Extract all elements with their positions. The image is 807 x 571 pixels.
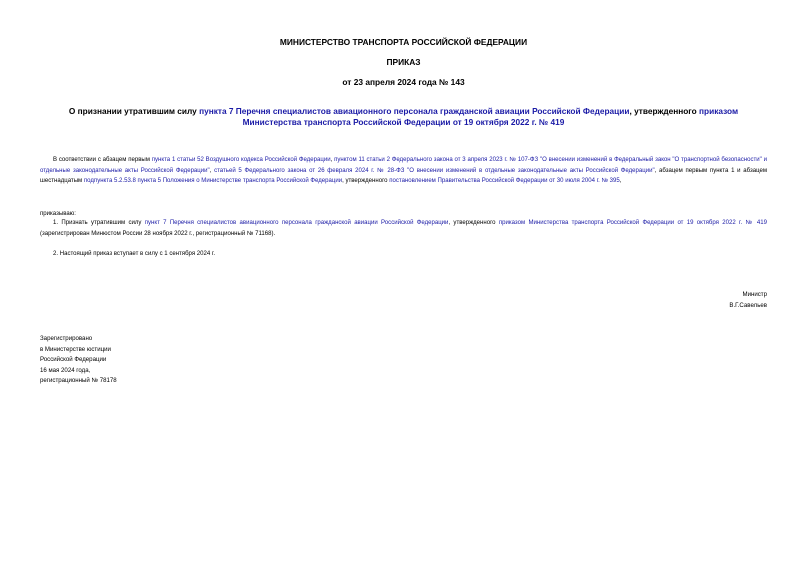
signer-position: Министр: [742, 291, 767, 298]
preamble-text: В соответствии с абзацем первым: [53, 157, 152, 163]
link-federal-law-28[interactable]: статьей 5 Федерального закона от 26 февраля 2024 г. № 28-ФЗ "О внесении изменений в отдельные законодательные акты Российской Федерации": [214, 167, 655, 174]
title-text: О признании утратившим силу: [68, 106, 200, 116]
preamble-text: , утвержденного: [342, 178, 390, 185]
signature-block: [729, 290, 767, 311]
registration-line: Российской Федерации: [40, 356, 107, 364]
registration-line: Зарегистрировано: [40, 335, 93, 342]
title-link-perechen[interactable]: пункта 7 Перечня специалистов авиационного персонала гражданской авиации Российской Федерации: [199, 106, 630, 116]
preamble-text: , абзацем первым пункта 1 и абзацем шестнадцатым: [40, 167, 767, 185]
registration-line: 16 мая 2024 года,: [40, 366, 91, 374]
title-text: , утвержденного: [629, 106, 700, 116]
ministry-heading: МИНИСТЕРСТВО ТРАНСПОРТА РОССИЙСКОЙ ФЕДЕРАЦИИ: [279, 37, 528, 47]
preamble-text: ,: [330, 157, 335, 163]
item-text: (зарегистрирован Минюстом России 28 ноября 2022 г., регистрационный № 71168).: [40, 230, 276, 237]
link-ministry-regulation[interactable]: подпункта 5.2.53.8 пункта 5 Положения о Министерстве транспорта Российской Федерации: [83, 178, 343, 185]
item-text: 1. Признать утратившим силу: [53, 220, 145, 226]
registration-line: регистрационный № 78178: [40, 377, 117, 385]
item-text: , утвержденного: [448, 220, 499, 226]
order-item-1: [40, 218, 767, 239]
order-item-2: 2. Настоящий приказ вступает в силу с 1 сентября 2024 г.: [53, 251, 216, 257]
registration-note: [40, 334, 117, 387]
document-type: ПРИКАЗ: [386, 57, 421, 67]
order-word: приказываю:: [40, 211, 76, 217]
link-prikaz-419[interactable]: приказом Министерства транспорта Российской Федерации от 19 октября 2022 г. № 419: [498, 220, 767, 226]
link-perechen-item-7[interactable]: пункт 7 Перечня специалистов авиационного персонала гражданской авиации Российской Федерации: [144, 220, 449, 226]
link-federal-law-107[interactable]: пунктом 11 статьи 2 Федерального закона от 3 апреля 2023 г. № 107-ФЗ "О внесении изменений в Федеральный закон "О транспортной безопасности" и отдельные законодательные акты Российской Федерации": [40, 157, 767, 174]
signer-name: В.Г.Савельев: [729, 301, 767, 309]
registration-line: в Министерстве юстиции: [40, 345, 111, 353]
link-air-code[interactable]: пункта 1 статьи 52 Воздушного кодекса Российской Федерации: [151, 157, 331, 163]
document-date-number: от 23 апреля 2024 года № 143: [342, 77, 465, 87]
title-link-prikaz-419[interactable]: приказом Министерства транспорта Российской Федерации от 19 октября 2022 г. № 419: [242, 106, 739, 127]
document-title: [40, 106, 767, 128]
preamble-paragraph: [40, 155, 767, 187]
preamble-text: ,: [619, 178, 622, 185]
preamble-text: ,: [209, 167, 215, 174]
link-government-decree-395[interactable]: постановлением Правительства Российской Федерации от 30 июля 2004 г. № 395: [389, 178, 620, 185]
